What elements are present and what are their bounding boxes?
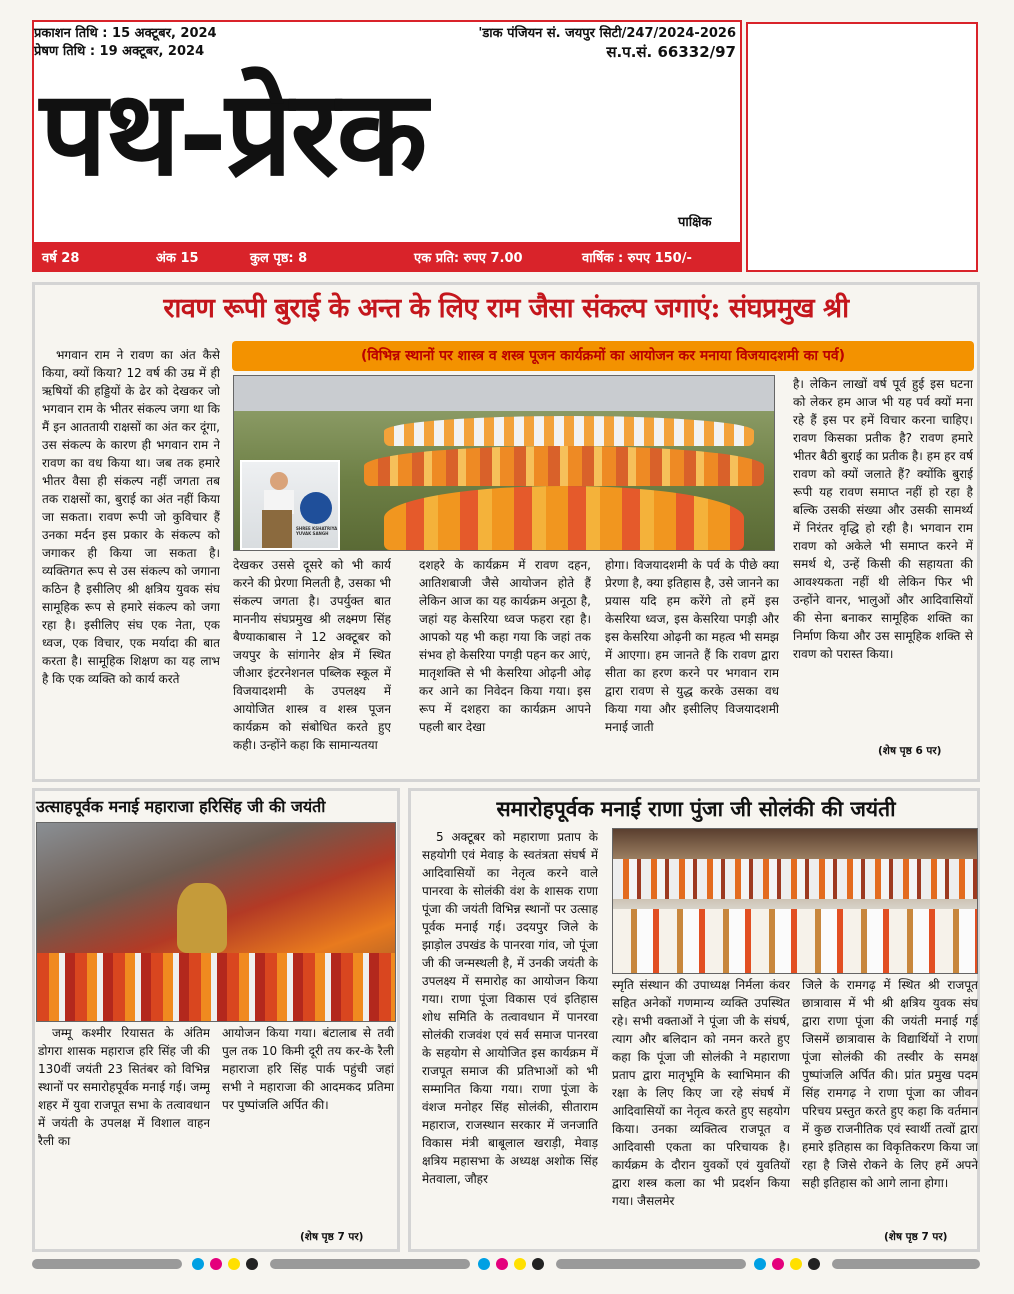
story3-column-2 <box>612 976 790 1248</box>
registration-bar <box>832 1259 980 1269</box>
crowd-back-row <box>384 416 754 446</box>
sangh-emblem <box>300 492 332 524</box>
publish-date: प्रकाशन तिथि : 15 अक्टूबर, 2024 <box>34 26 217 41</box>
lead-column-5 <box>793 375 973 737</box>
lead-headline: रावण रूपी बुराई के अन्त के लिए राम जैसा संकल्प जगाएं: संघप्रमुख श्री <box>163 293 849 324</box>
registration-bar <box>270 1259 470 1269</box>
single-copy-price: एक प्रति: रुपए 7.00 <box>414 251 523 266</box>
story3-column-3-text: जिले के रामगढ़ में स्थित श्री राजपूत छात्रावास में भी श्री क्षत्रिय युवक संघ द्वारा राणा पूंजा की जयंती मनाई गई जिसमें छात्रावास के विद्यार्थियों ने राणा पूंजा सोलंकी की तस्वीर के समक्ष पुष्पांजलि अर्पित की। प्रांत प्रमुख पदम सिंह रामगढ़ ने राणा पूंजा का जीवन परिचय प्रस्तुत करते हुए कहा कि वर्तमान में कुछ राजनीतिक एवं स्वार्थी तत्वों द्वारा हमारे इतिहास का विकृतिकरण किया जा रहा है जिसे रोकने के लिए हमें अपने सही इतिहास को आगे लाना होगा। <box>802 978 978 1190</box>
issue-number: अंक 15 <box>156 251 199 266</box>
speaker-head <box>270 472 288 490</box>
yellow-dot <box>790 1258 802 1270</box>
speaker-inset-photo <box>240 460 340 550</box>
lead-column-1 <box>42 346 220 766</box>
lead-column-2 <box>233 556 391 768</box>
crowd-front-row <box>384 486 744 550</box>
rally-crowd <box>37 953 396 1022</box>
story3-column-1 <box>422 828 598 1248</box>
story2-continued-note: (शेष पृष्ठ 7 पर) <box>300 1231 364 1243</box>
lead-column-1-text: भगवान राम ने रावण का अंत कैसे किया, क्यों किया? 12 वर्ष की उम्र में ही ऋषियों की हड्डियों के ढेर को देखकर जो भगवान राम के भीतर संकल्प जगा था कि मैं इन आततायी राक्षसों का अंत कर दूंगा, उस संकल्प के कारण ही भगवान राम ने रावण का वध किया था। जब तक हमारे भीतर वैसा ही संकल्प नहीं जगता तब तक राक्षसों का, बुराई का अंत नहीं किया जा सकता। रावण रूपी जो कुविचार हैं उनका मर्दन इस प्रकार के संकल्प को जगाकर ही किया जा सकता है। व्यक्तिगत रूप से उस संकल्प को जगाना कठिन है इसीलिए श्री क्षत्रिय युवक संघ सामूहिक रूप से हमारे संकल्प को जगा रहा है। इसीलिए संघ एक नेता, एक ध्वज, एक विचार, एक मर्यादा की बात करता है। सामूहिक शिक्षण का यह लाभ है कि एक व्यक्ति को कार्य करते <box>42 348 220 686</box>
story2-column-1 <box>38 1024 210 1248</box>
crowd-middle-row <box>364 446 764 486</box>
yellow-dot <box>514 1258 526 1270</box>
cyan-dot <box>478 1258 490 1270</box>
lead-continued-note: (शेष पृष्ठ 6 पर) <box>878 745 942 757</box>
statue <box>177 883 227 953</box>
story2-column-2 <box>222 1024 394 1220</box>
issue-info-band <box>34 242 740 270</box>
registration-bar <box>32 1259 182 1269</box>
lead-tagline: (विभिन्न स्थानों पर शास्त्र व शस्त्र पूजन कार्यक्रमों का आयोजन कर मनाया विजयादशमी का पर्व) <box>232 341 974 371</box>
black-dot <box>808 1258 820 1270</box>
dispatch-date: प्रेषण तिथि : 19 अक्टूबर, 2024 <box>34 44 205 59</box>
story3-continued-note: (शेष पृष्ठ 7 पर) <box>884 1231 948 1243</box>
newspaper-title: पथ-प्रेरक <box>40 63 426 202</box>
story3-headline: समारोहपूर्वक मनाई राणा पुंजा जी सोलंकी की जयंती <box>496 796 896 821</box>
story2-column-2-text: आयोजन किया गया। बंटालाब से तवी पुल तक 10 किमी दूरी तय कर-के रैली महाराजा हरि सिंह पार्क पहुंची जहां सभी ने महाराजा की आदमकद प्रतिमा पर पुष्पांजलि अर्पित की। <box>222 1026 394 1112</box>
story3-column-3 <box>802 976 978 1224</box>
periodicity: पाक्षिक <box>678 215 712 230</box>
masthead-dates <box>34 25 217 61</box>
audience-front <box>613 909 978 974</box>
cyan-dot <box>192 1258 204 1270</box>
volume-year: वर्ष 28 <box>42 251 80 266</box>
lead-column-3 <box>419 556 591 768</box>
story2-column-1-text: जम्मू कश्मीर रियासत के अंतिम डोगरा शासक महाराज हरि सिंह जी की 130वीं जयंती 23 सितंबर को विभिन्न स्थानों पर समारोहपूर्वक मनाई गई। जम्मू शहर में युवा राजपूत सभा के तत्वावधान में जयंती के उपलक्ष में विशाल वाहन रैली का <box>38 1026 210 1148</box>
yellow-dot <box>228 1258 240 1270</box>
masthead-registration <box>478 25 736 61</box>
inset-banner-text: SHREE KSHATRIYA YUVAK SANGH <box>296 526 338 536</box>
rni-number: स.प.सं. 66332/97 <box>606 43 736 61</box>
black-dot <box>532 1258 544 1270</box>
magenta-dot <box>210 1258 222 1270</box>
registration-bar <box>556 1259 746 1269</box>
audience-back <box>613 859 978 899</box>
black-dot <box>246 1258 258 1270</box>
postal-registration: 'डाक पंजियन सं. जयपुर सिटी/247/2024-2026 <box>478 26 736 41</box>
story3-column-2-text: स्मृति संस्थान की उपाध्यक्ष निर्मला कंवर सहित अनेकों गणमान्य व्यक्ति उपस्थित रहे। सभी वक्ताओं ने पूंजा जी के संघर्ष, त्याग और बलिदान को नमन करते हुए कहा कि पूंजा जी सोलंकी ने महाराणा प्रताप द्वारा मातृभूमि के स्वाभिमान की रक्षा के लिए किए जा रहे संघर्ष में आदिवासियों का नेतृत्व करते हुए सहयोग किया। उनका व्यक्तित्व राजपूत व आदिवासी एकता का परिचायक है। कार्यक्रम के दौरान युवकों एवं युवतियों द्वारा शस्त्र कला का भी प्रदर्शन किया गया। जैसलमेर <box>612 978 790 1208</box>
magenta-dot <box>772 1258 784 1270</box>
advertisement-box <box>746 22 978 272</box>
lead-column-4 <box>605 556 779 768</box>
magenta-dot <box>496 1258 508 1270</box>
story3-column-1-text: 5 अक्टूबर को महाराणा प्रताप के सहयोगी एवं मेवाड़ के स्वतंत्रता संघर्ष में आदिवासियों का नेतृत्व करने वाले पानरवा के सोलंकी वंश के शासक राणा पूंजा की जयंती विभिन्न स्थानों पर उत्साह पूर्वक मनाई गई। उदयपुर जिले के झाड़ोल उपखंड के पानरवा गांव, जो पूंजा जी की जन्मस्थली है, में उनकी जयंती के उपलक्ष्य में समारोह का आयोजन किया गया। राणा पूंजा विकास एवं इतिहास शोध समिति के तत्वावधान में पानरवा सोलंकी राजवंश एवं सर्व समाज पानरवा के सहयोग से आयोजित इस कार्यक्रम में राजपूत समाज की प्रतिभाओं को भी सम्मानित किया गया। राणा पूंजा के वंशज मनोहर सिंह सोलंकी, सीताराम महाराज, राजस्थान सरकार में जनजाति विकास मंत्री बाबूलाल खराड़ी, मेवाड़ क्षत्रिय महासभा के अध्यक्ष अशोक सिंह मेतवाला, जौहर <box>422 830 598 1186</box>
podium <box>262 510 292 548</box>
story2-headline: उत्साहपूर्वक मनाई महाराजा हरिसिंह जी की जयंती <box>36 797 326 816</box>
story2-rally-photo <box>36 822 396 1022</box>
story3-gathering-photo <box>612 828 978 974</box>
lead-column-2-text: देखकर उससे दूसरे को भी कार्य करने की प्रेरणा मिलती है, उसका भी संकल्प जगता है। उपर्युक्त बात माननीय संघप्रमुख श्री लक्ष्मण सिंह बैण्याकाबास ने 12 अक्टूबर को जयपुर के सांगानेर क्षेत्र में स्थित जीआर इंटरनेशनल पब्लिक स्कूल में विजयादशमी के उपलक्ष्य में आयोजित शास्त्र व शस्त्र पूजन कार्यक्रम को संबोधित करते हुए कही। उन्होंने कहा कि सामान्यतया <box>233 558 391 752</box>
lead-column-5-text: है। लेकिन लाखों वर्ष पूर्व हुई इस घटना को लेकर हम आज भी यह पर्व क्यों मना रहे हैं इस पर हमें विचार करना चाहिए। रावण किसका प्रतीक है? रावण हमारे भीतर बैठी बुराई का प्रतीक है। हम हर वर्ष रावण को क्यों जलाते हैं? क्योंकि बुराई रूपी यह रावण समाप्त नहीं हो रहा है बल्कि उसकी संख्या और उसकी सामर्थ्य में निरंतर वृद्धि हो रही है। भगवान राम रावण को अकेले भी समाप्त करने में समर्थ थे, उन्हें किसी की सहायता की आवश्यकता नहीं थी लेकिन फिर भी उन्होंने वानर, भालुओं और आदिवासियों की सेना बनाकर सामूहिक शक्ति का निर्माण किया और उस सामूहिक शक्ति से रावण को परास्त किया। <box>793 377 973 661</box>
cyan-dot <box>754 1258 766 1270</box>
page-count: कुल पृष्ठ: 8 <box>250 251 308 266</box>
lead-column-4-text: होगा। विजयादशमी के पर्व के पीछे क्या प्रेरणा है, क्या इतिहास है, उसे जानने का प्रयास यदि हम करेंगे तो हमें इस केसरिया ध्वज, इस केसरिया पगड़ी और इस केसरिया ओढ़नी का महत्व भी समझ में आएगा। हम जानते हैं कि रावण द्वारा सीता का हरण करने पर भगवान राम द्वारा रावण से युद्ध करके उसका वध किया गया और इसीलिए विजयादशमी मनाई जाती <box>605 558 779 734</box>
annual-price: वार्षिक : रुपए 150/- <box>582 251 692 266</box>
lead-column-3-text: दशहरे के कार्यक्रम में रावण दहन, आतिशबाजी जैसे आयोजन होते हैं लेकिन आज का यह कार्यक्रम अनूठा है, जहां यह केसरिया ध्वज फहरा रहा है। आपको यह भी कहा गया कि जहां तक संभव हो केसरिया पगड़ी पहन कर आएं, मातृशक्ति से भी केसरिया ओढ़नी ओढ़ कर आने का निवेदन किया गया। इस रूप में दशहरा का कार्यक्रम आपने पहली बार देखा <box>419 558 591 734</box>
